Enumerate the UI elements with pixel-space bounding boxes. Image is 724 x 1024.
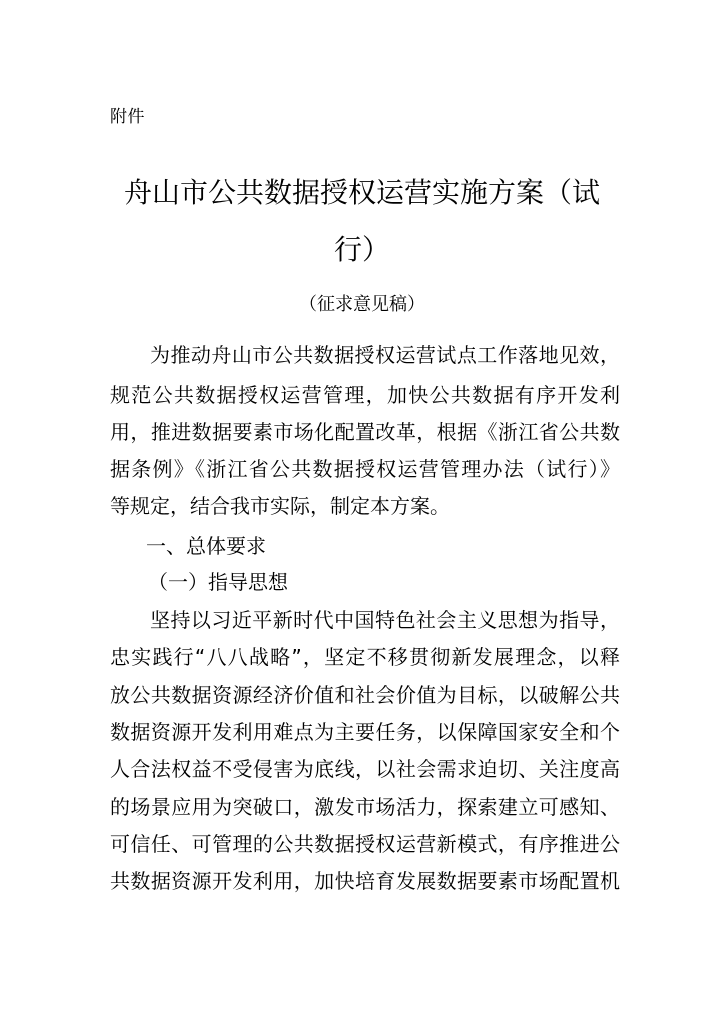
guiding-line: 放公共数据资源经济价值和社会价值为目标，以破解公共 — [110, 683, 620, 707]
guiding-line: 共数据资源开发利用，加快培育发展数据要素市场配置机 — [110, 869, 620, 893]
guiding-line: 的场景应用为突破口，激发市场活力，探索建立可感知、 — [110, 795, 620, 819]
document-title-line-2: 行） — [333, 233, 390, 266]
guiding-line: 坚持以习近平新时代中国特色社会主义思想为指导， — [150, 608, 620, 632]
intro-line: 等规定，结合我市实际，制定本方案。 — [110, 494, 450, 518]
intro-line: 为推动舟山市公共数据授权运营试点工作落地见效， — [150, 343, 620, 367]
section-heading: 一、总体要求 — [146, 534, 266, 558]
intro-line: 用，推进数据要素市场化配置改革，根据《浙江省公共数 — [110, 420, 620, 444]
attachment-label: 附件 — [110, 107, 145, 127]
guiding-line: 数据资源开发利用难点为主要任务，以保障国家安全和个 — [110, 720, 620, 744]
subsection-heading: （一）指导思想 — [148, 570, 288, 594]
document-title-line-1: 舟山市公共数据授权运营实施方案（试 — [123, 176, 600, 209]
intro-line: 规范公共数据授权运营管理，加快公共数据有序开发利 — [110, 383, 620, 407]
guiding-line: 可信任、可管理的公共数据授权运营新模式，有序推进公 — [110, 832, 620, 856]
intro-line: 据条例》《浙江省公共数据授权运营管理办法（试行）》 — [110, 457, 620, 481]
guiding-line: 忠实践行“八八战略”，坚定不移贯彻新发展理念，以释 — [110, 645, 620, 669]
guiding-line: 人合法权益不受侵害为底线，以社会需求迫切、关注度高 — [110, 757, 620, 781]
draft-subtitle: （征求意见稿） — [299, 294, 425, 315]
